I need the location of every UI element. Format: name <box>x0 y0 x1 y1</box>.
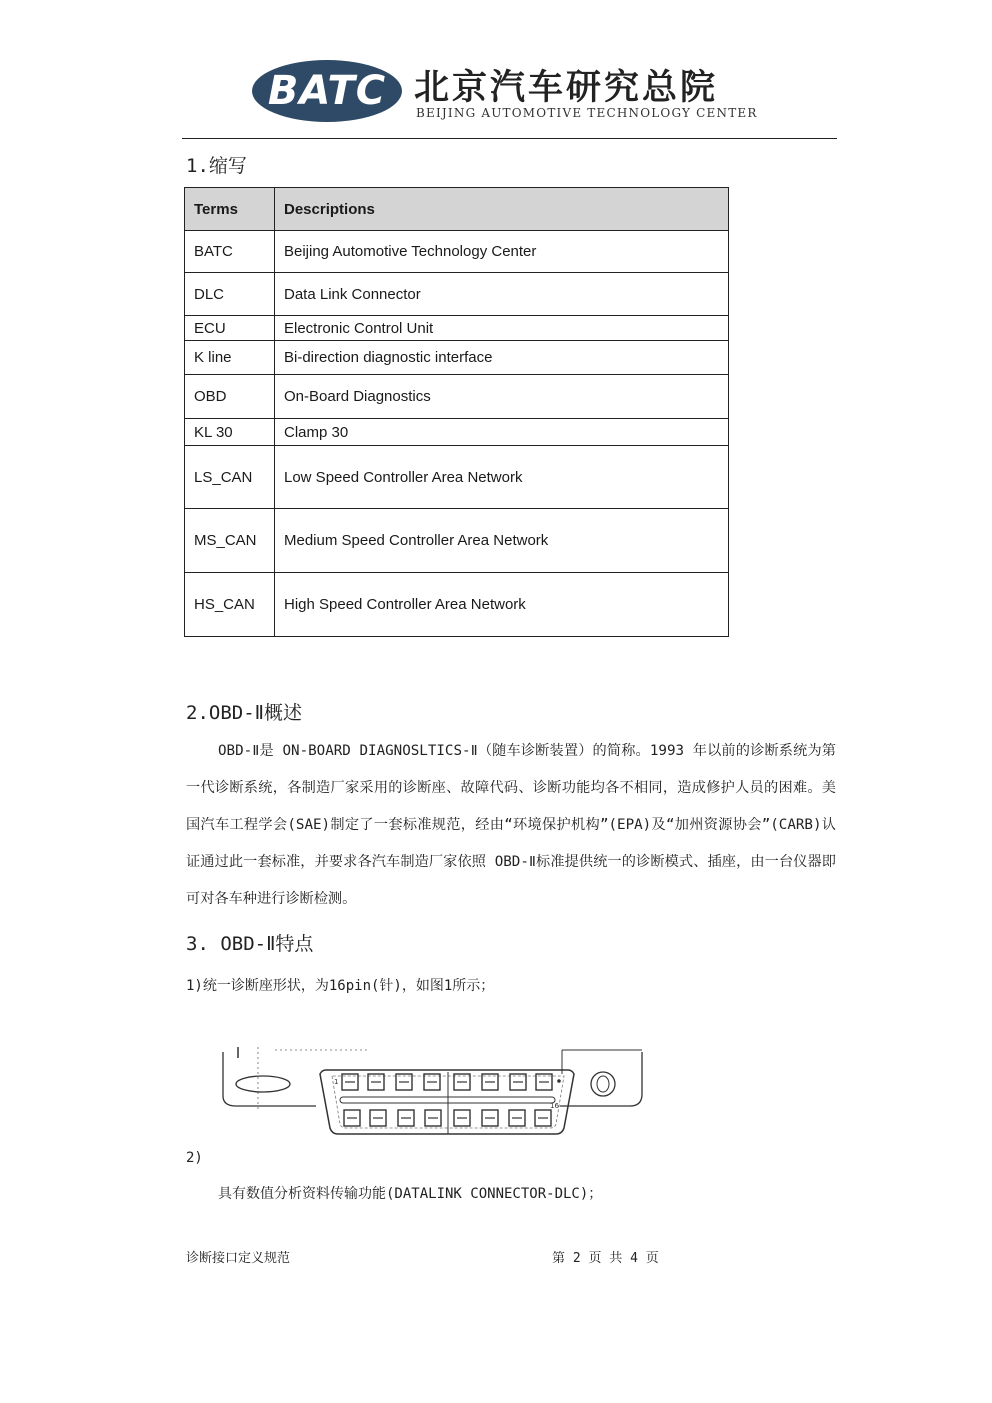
table-row <box>185 231 729 273</box>
table-row <box>185 446 729 509</box>
abbreviations-table <box>184 187 729 637</box>
obd-overview-paragraph: OBD-Ⅱ是 ON-BOARD DIAGNOSLTICS-Ⅱ（随车诊断装置）的简称。1993 年以前的诊断系统为第一代诊断系统，各制造厂家采用的诊断座、故障代码、诊断功能均各不相同，造成修护人员的困难。美国汽车工程学会(SAE)制定了一套标准规范，经由“环境保护机构”(EPA)及“加州资源协会”(CARB)认证通过此一套标准，并要求各汽车制造厂家依照 OBD-Ⅱ标准提供统一的诊断模式、插座，由一台仪器即可对各车种进行诊断检测。 <box>186 743 836 907</box>
obd-connector-diagram <box>220 1044 650 1140</box>
term-cell: HS_CAN <box>185 573 275 637</box>
table-row <box>185 573 729 637</box>
section-3-heading: 3. OBD-Ⅱ特点 <box>186 933 314 955</box>
logo-text: BATC <box>267 68 387 114</box>
col-header-terms: Terms <box>185 188 275 231</box>
feature-item-2-number: 2) <box>186 1150 203 1166</box>
description-cell: Bi-direction diagnostic interface <box>275 341 729 375</box>
table-row <box>185 341 729 375</box>
table-row <box>185 509 729 573</box>
term-cell: K line <box>185 341 275 375</box>
description-cell: High Speed Controller Area Network <box>275 573 729 637</box>
description-cell: On-Board Diagnostics <box>275 375 729 419</box>
table-row <box>185 316 729 341</box>
description-cell: Electronic Control Unit <box>275 316 729 341</box>
table-row <box>185 419 729 446</box>
description-cell: Medium Speed Controller Area Network <box>275 509 729 573</box>
header-divider <box>182 138 837 139</box>
term-cell: KL 30 <box>185 419 275 446</box>
org-name-en: BEIJING AUTOMOTIVE TECHNOLOGY CENTER <box>416 106 758 120</box>
description-cell: Clamp 30 <box>275 419 729 446</box>
footer-doc-title: 诊断接口定义规范 <box>186 1251 291 1266</box>
table-header-row <box>185 188 729 231</box>
term-cell: OBD <box>185 375 275 419</box>
feature-item-1: 1)统一诊断座形状，为16pin(针)，如图1所示； <box>186 978 495 994</box>
pin-label-1: 1 <box>334 1078 339 1086</box>
term-cell: DLC <box>185 273 275 316</box>
term-cell: BATC <box>185 231 275 273</box>
col-header-descriptions: Descriptions <box>275 188 729 231</box>
section-1-heading: 1.缩写 <box>186 155 247 177</box>
batc-logo <box>252 60 402 122</box>
org-name-cn: 北京汽车研究总院 <box>414 67 719 108</box>
table-row <box>185 273 729 316</box>
term-cell: LS_CAN <box>185 446 275 509</box>
term-cell: MS_CAN <box>185 509 275 573</box>
description-cell: Beijing Automotive Technology Center <box>275 231 729 273</box>
table-row <box>185 375 729 419</box>
description-cell: Data Link Connector <box>275 273 729 316</box>
pin-label-16: 16 <box>550 1102 559 1110</box>
description-cell: Low Speed Controller Area Network <box>275 446 729 509</box>
term-cell: ECU <box>185 316 275 341</box>
footer-page-info: 第 2 页 共 4 页 <box>552 1251 659 1266</box>
feature-item-2: 具有数值分析资料传输功能(DATALINK CONNECTOR-DLC)； <box>218 1186 603 1202</box>
section-2-heading: 2.OBD-Ⅱ概述 <box>186 702 302 724</box>
